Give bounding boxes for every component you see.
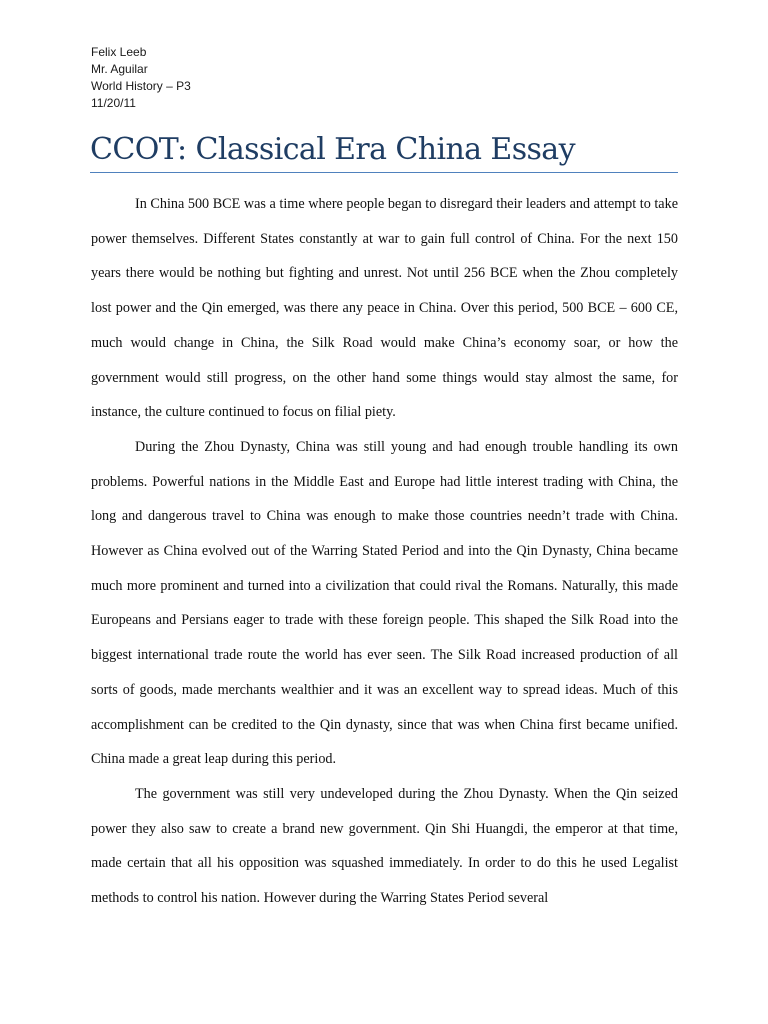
title-divider <box>90 172 678 173</box>
header-block <box>91 44 191 112</box>
paragraph-2: During the Zhou Dynasty, China was still young and had enough trouble handling its own problems. Powerful nations in the Middle East and Europe had little interest trading with China, the long and dangerous travel to China was enough to make those countries needn’t trade with China. However as China evolved out of the Warring Stated Period and into the Qin Dynasty, China became much more prominent and turned into a civilization that could rival the Romans. Naturally, this made Europeans and Persians eager to trade with these foreign people. This shaped the Silk Road into the biggest international trade route the world has ever seen. The Silk Road increased production of all sorts of goods, made merchants wealthier and it was an excellent way to spread ideas. Much of this accomplishment can be credited to the Qin dynasty, since that was when China first became unified. China made a great leap during this period. <box>91 438 678 768</box>
date: 11/20/11 <box>91 96 136 110</box>
essay-title: CCOT: Classical Era China Essay <box>90 132 575 167</box>
teacher-name: Mr. Aguilar <box>91 62 148 76</box>
course-name: World History – P3 <box>91 79 191 93</box>
paragraph-1: In China 500 BCE was a time where people began to disregard their leaders and attempt to take power themselves. Different States constantly at war to gain full control of China. For the next 150 years there would be nothing but fighting and unrest. Not until 256 BCE when the Zhou completely lost power and the Qin emerged, was there any peace in China. Over this period, 500 BCE – 600 CE, much would change in China, the Silk Road would make China’s economy soar, or how the government would still progress, on the other hand some things would stay almost the same, for instance, the culture continued to focus on filial piety. <box>91 196 678 421</box>
author-name: Felix Leeb <box>91 45 147 59</box>
essay-body <box>91 187 678 916</box>
paragraph-3: The government was still very undeveloped during the Zhou Dynasty. When the Qin seized power they also saw to create a brand new government. Qin Shi Huangdi, the emperor at that time, made certain that all his opposition was squashed immediately. In order to do this he used Legalist methods to control his nation. However during the Warring States Period several <box>91 785 678 907</box>
